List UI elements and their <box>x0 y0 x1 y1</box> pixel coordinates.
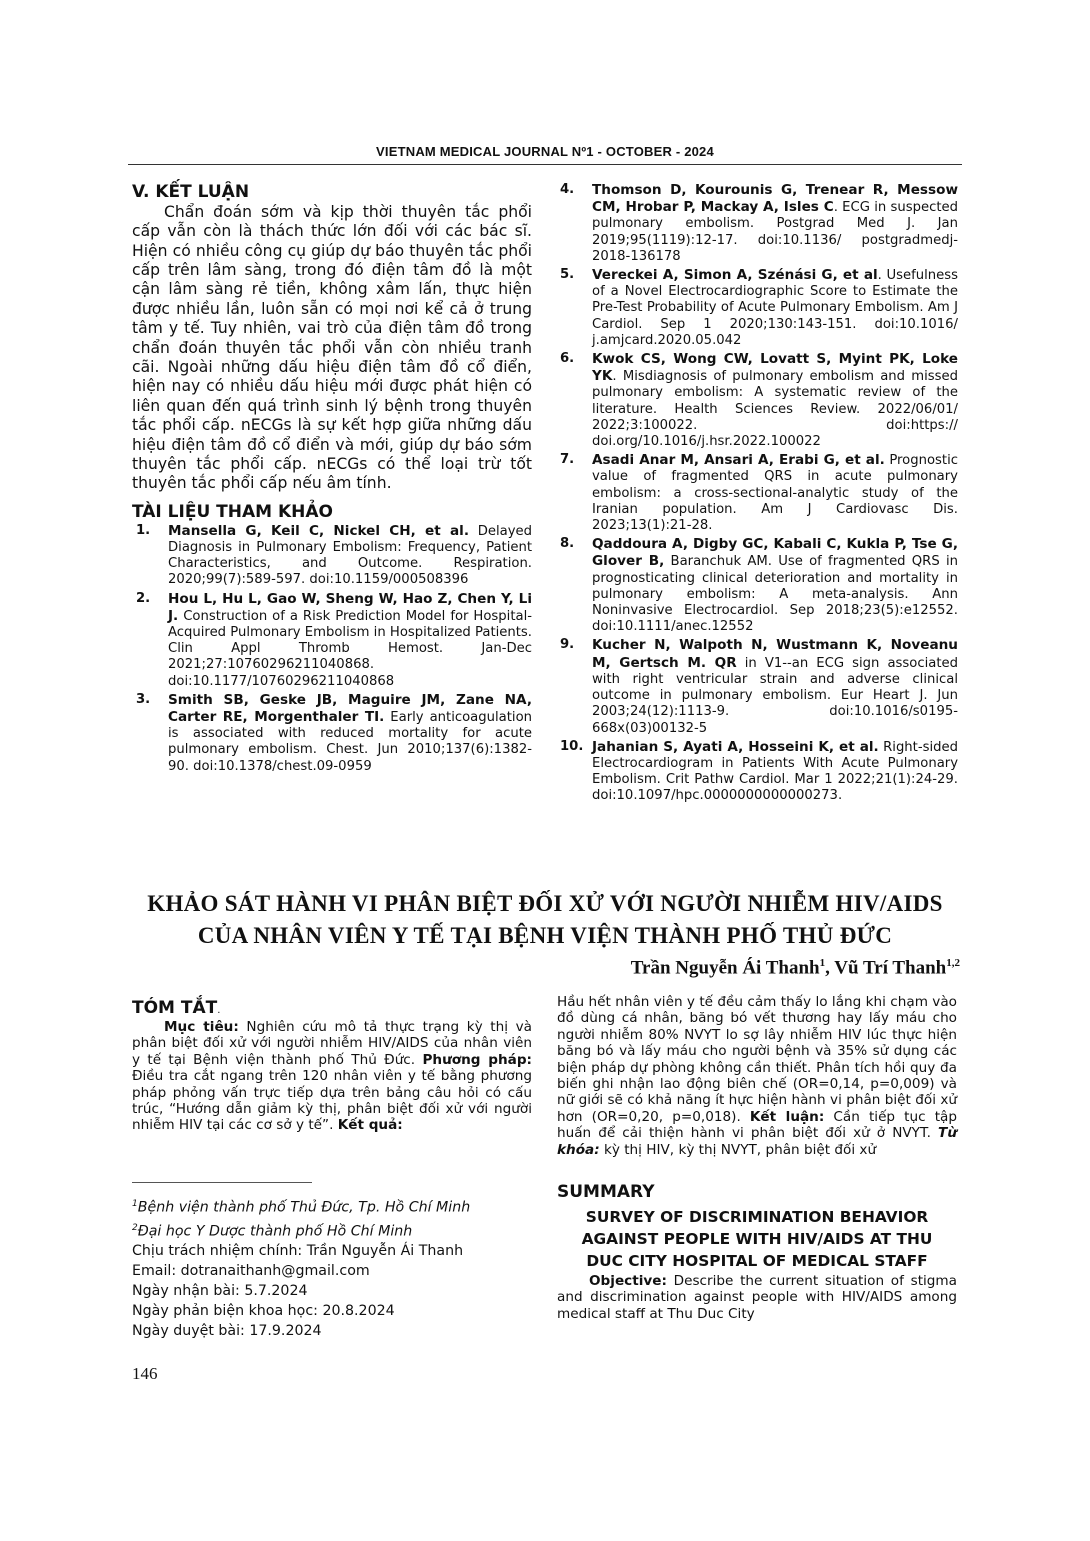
header-rule <box>128 164 962 165</box>
keywords-label: Từ khóa: <box>557 1125 957 1158</box>
reference-item <box>556 452 958 534</box>
reference-authors: Thomson D, Kourounis G, Trenear R, Messow CM, Hrobar P, Mackay A, Isles C <box>592 182 958 216</box>
summary-text <box>557 1273 957 1322</box>
reference-text: . Misdiagnosis of pulmonary embolism and missed pulmonary embolism: A systematic review of the literature. Health Sciences Review. 2022/06/01/ 2022;3:100022. doi:https:// doi.org/10.1016/j.hsr.2022.100022 <box>592 369 958 450</box>
keywords-text: kỳ thị HIV, kỳ thị NVYT, phân biệt đối xử <box>599 1141 877 1158</box>
reference-number: 9. <box>560 637 575 653</box>
reference-item <box>556 637 958 736</box>
reference-authors: Vereckei A, Simon A, Szénási G, et al <box>592 267 878 284</box>
objective-label: Mục tiêu: <box>164 1019 239 1035</box>
method-label: Phương pháp: <box>422 1051 532 1068</box>
reference-item <box>556 351 958 450</box>
reference-authors: Smith SB, Geske JB, Maguire JM, Zane NA, Carter RE, Morgenthaler TI. <box>168 691 532 725</box>
reference-number: 1. <box>136 522 151 538</box>
reference-authors: Qaddoura A, Digby GC, Kabali C, Kukla P, Tse G, Glover B, <box>592 536 958 570</box>
article-title <box>120 888 970 952</box>
reference-authors: Asadi Anar M, Ansari A, Erabi G, et al. <box>592 452 885 469</box>
author-name: Trần Nguyễn Ái Thanh <box>630 957 820 979</box>
summary-section <box>557 1182 957 1322</box>
footnotes <box>132 1194 532 1341</box>
summary-title-line: DUC CITY HOSPITAL OF MEDICAL STAFF <box>586 1252 928 1270</box>
footnote-rule <box>132 1182 312 1183</box>
author-affiliation-mark: 1 <box>819 957 826 969</box>
reference-authors: Mansella G, Keil C, Nickel CH, et al. <box>168 522 469 539</box>
objective-text: Nghiên cứu mô tả thực trạng kỳ thị và phân biệt đối xử với người nhiễm HIV/AIDS của nhân viên y tế tại Bệnh viện thành phố Thủ Đức. <box>132 1019 532 1068</box>
result-text: Hầu hết nhân viên y tế đều cảm thấy lo lắng khi chạm vào đồ dùng cá nhân, băng bó vết thương hay lấy máu cho người nhiễm 80% NVYT lo sợ lây nhiễm HIV lúc thực hiện băng bó và lấy máu cho người bệnh và 35% sử dụng các biện pháp dự phòng không cần thiết. Phân tích hồi quy đa biến ghi nhận lao động biên chế (OR=0,14, p=0,009) và nữ giới sẽ có khả năng ít hực hiện hành vi phân biệt đối xử hơn (OR=0,20, p=0,018). <box>557 994 957 1125</box>
reference-number: 3. <box>136 691 151 707</box>
author-affiliation-mark: 1,2 <box>946 957 960 969</box>
conclusion-abstract-text: Cần tiếp tục tập huấn để cải thiện hành vi phân biệt đối xử ở NVYT. <box>557 1108 958 1142</box>
running-head: VIETNAM MEDICAL JOURNAL Nº1 - OCTOBER - 2024 <box>376 144 714 159</box>
reference-number: 10. <box>560 738 584 754</box>
reference-text: Prognostic value of fragmented QRS in acute pulmonary embolism: a cross-sectional-analytic study of the Iranian population. Am J Cardiovasc Dis. 2023;13(1):21-28. <box>592 453 958 534</box>
references-heading: TÀI LIỆU THAM KHẢO <box>132 501 333 522</box>
result-label: Kết quả: <box>337 1117 403 1134</box>
date-received: Ngày nhận bài: 5.7.2024 <box>132 1283 308 1300</box>
right-column-top <box>556 182 958 807</box>
reference-item <box>132 692 532 775</box>
affiliation-text: Đại học Y Dược thành phố Hồ Chí Minh <box>137 1223 413 1240</box>
reference-item <box>556 536 958 635</box>
reference-item <box>556 182 958 265</box>
abstract-right <box>557 994 957 1158</box>
abstract-heading-text: TÓM TẮT <box>132 998 218 1018</box>
reference-text: Baranchuk AM. Use of fragmented QRS in prognosticating clinical deterioration and mortality in pulmonary embolism: A meta-analysis. Ann Noninvasive Electrocardiol. Sep 2018;23(5):e12552. doi:10.1111/anec.12552 <box>592 554 958 635</box>
affiliation-1 <box>132 1194 532 1218</box>
reference-number: 8. <box>560 536 575 552</box>
author-name: Vũ Trí Thanh <box>834 957 947 979</box>
date-reviewed: Ngày phản biện khoa học: 20.8.2024 <box>132 1303 395 1320</box>
reference-text: Construction of a Risk Prediction Model for Hospital-Acquired Pulmonary Embolism in Hospitalized Patients. Clin Appl Thromb Hemost. Jan-Dec 2021;27:10760296211040868. doi:10.1177/10760296211040868 <box>168 608 532 689</box>
article-authors <box>631 957 960 979</box>
reference-text: Right-sided Electrocardiogram in Patients With Acute Pulmonary Embolism. Crit Pathw Cardiol. Mar 1 2022;21(1):24-29. doi:10.1097/hpc.0000000000000273. <box>592 739 958 804</box>
affiliation-mark: 2 <box>132 1222 138 1233</box>
date-accepted: Ngày duyệt bài: 17.9.2024 <box>132 1323 322 1340</box>
reference-number: 2. <box>136 590 151 606</box>
reference-item <box>556 739 958 805</box>
conclusion-label: Kết luận: <box>749 1108 825 1125</box>
conclusion-heading: V. KẾT LUẬN <box>132 182 250 202</box>
reference-authors: Jahanian S, Ayati A, Hosseini K, et al. <box>592 738 879 755</box>
reference-item <box>556 267 958 349</box>
reference-text: Delayed Diagnosis in Pulmonary Embolism: Frequency, Patient Characteristics, and Outcome. Respiration. 2020;99(7):589-597. doi:10.1159/000508396 <box>168 523 532 588</box>
references-list-right <box>556 182 958 805</box>
summary-heading: SUMMARY <box>557 1182 655 1202</box>
reference-number: 4. <box>560 182 575 197</box>
article-title-line: CỦA NHÂN VIÊN Y TẾ TẠI BỆNH VIỆN THÀNH PHỐ THỦ ĐỨC <box>197 923 893 948</box>
conclusion-text: Chẩn đoán sớm và kịp thời thuyên tắc phổi cấp vẫn còn là thách thức lớn đối với các bác sĩ. Hiện có nhiều công cụ giúp dự báo thuyên tắc phổi cấp trên lâm sàng, trong đó điện tâm đồ là một cận lâm sàng rẻ tiền, không xâm lấn, thực hiện được nhiều lần, luôn sẵn có mọi nơi kể cả ở trung tâm y tế. Tuy nhiên, vai trò của điện tâm đồ trong chẩn đoán thuyên tắc phổi vẫn còn nhiều tranh cãi. Ngoài những dấu hiệu điện tâm đồ cổ điển, hiện nay có nhiều dấu hiệu mới được phát hiện có liên quan đến quá trình sinh lý bệnh trong thuyên tắc phổi cấp. nECGs là sự kết hợp giữa những dấu hiệu điện tâm đồ cổ điển và mới, giúp dự báo sớm thuyên tắc phổi cấp. nECGs có thể loại trừ tốt thuyên tắc phổi cấp nếu âm tính. <box>132 202 532 493</box>
reference-number: 7. <box>560 452 575 468</box>
abstract-text-part2 <box>557 994 957 1158</box>
article-title-line: KHẢO SÁT HÀNH VI PHÂN BIỆT ĐỐI XỬ VỚI NGƯỜI NHIỄM HIV/AIDS <box>147 891 943 916</box>
abstract-heading-mark: . <box>217 1005 221 1016</box>
summary-title-line: SURVEY OF DISCRIMINATION BEHAVIOR <box>585 1208 929 1226</box>
affiliation-text: Bệnh viện thành phố Thủ Đức, Tp. Hồ Chí Minh <box>137 1199 471 1216</box>
reference-authors: Kucher N, Walpoth N, Wustmann K, Noveanu M, Gertsch M. QR <box>592 637 958 671</box>
abstract-left <box>132 998 532 1134</box>
reference-authors: Hou L, Hu L, Gao W, Sheng W, Hao Z, Chen Y, Li J. <box>168 590 532 624</box>
reference-item <box>132 591 532 690</box>
reference-text: . ECG in suspected pulmonary embolism. Postgrad Med J. Jan 2019;95(1119):12-17. doi:10.1136/ postgradmedj-2018-136178 <box>592 200 959 264</box>
reference-text: in V1--an ECG sign associated with right ventricular strain and adverse clinical outcome in pulmonary embolism. Eur Heart J. Jun 2003;24(12):1113-9. doi:10.1016/s0195-668x(03)00132-5 <box>592 655 959 736</box>
reference-number: 5. <box>560 267 575 283</box>
abstract-text-part1 <box>132 1019 532 1134</box>
corresponding-author: Chịu trách nhiệm chính: Trần Nguyễn Ái Thanh <box>132 1243 464 1260</box>
summary-title-line: AGAINST PEOPLE WITH HIV/AIDS AT THU <box>581 1230 933 1248</box>
summary-objective-text: Describe the current situation of stigma and discrimination against people with HIV/AIDS among medical staff at Thu Duc City <box>557 1273 957 1322</box>
left-column-top <box>132 184 532 777</box>
reference-item <box>132 523 532 589</box>
reference-text: Early anticoagulation is associated with reduced mortality for acute pulmonary embolism. Chest. Jun 2010;137(6):1382-90. doi:10.1378/chest.09-0959 <box>168 709 532 774</box>
reference-authors: Kwok CS, Wong CW, Lovatt S, Myint PK, Loke YK <box>592 351 958 385</box>
reference-number: 6. <box>560 351 575 367</box>
summary-objective-label: Objective: <box>589 1273 667 1289</box>
affiliation-mark: 1 <box>132 1199 138 1209</box>
references-list-left <box>132 523 532 775</box>
reference-text: . Usefulness of a Novel Electrocardiographic Score to Estimate the Pre-Test Probability of Acute Pulmonary Embolism. Am J Cardiol. Sep 1 2020;130:143-151. doi:10.1016/ j.amjcard.2020.05.042 <box>592 268 958 348</box>
abstract-heading <box>132 998 532 1018</box>
email: Email: dotranaithanh@gmail.com <box>132 1263 370 1280</box>
page-number: 146 <box>132 1364 158 1383</box>
author-separator: , <box>825 957 835 979</box>
method-text: Điều tra cắt ngang trên 120 nhân viên y tế bằng phương pháp phỏng vấn trực tiếp dựa trên bảng câu hỏi có cấu trúc, “Hướng dẫn giảm kỳ thị, phân biệt đối xử với người nhiễm HIV tại các cơ sở y tế”. <box>132 1068 532 1134</box>
affiliation-2 <box>132 1218 532 1242</box>
